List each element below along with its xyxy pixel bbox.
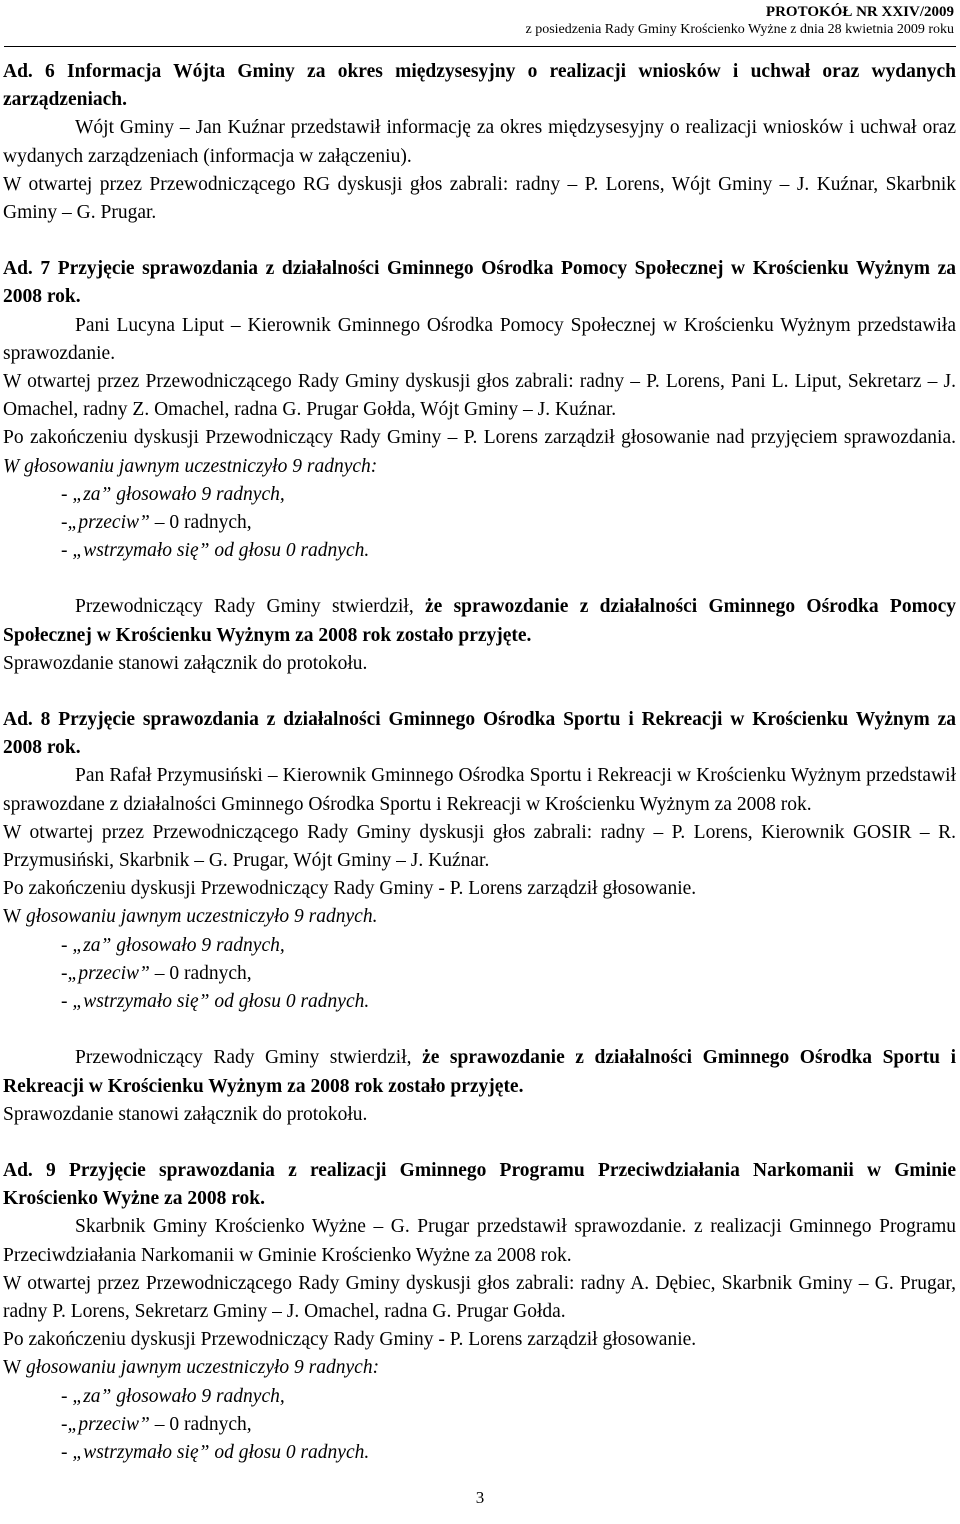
- ad7-vote-against-count: – 0 radnych,: [149, 512, 252, 534]
- ad7-paragraph-1: Pani Lucyna Liput – Kierownik Gminnego Ośrodka Pomocy Społecznej w Krościenku Wyżnym przedstawiła sprawozdanie.: [3, 314, 956, 364]
- ad9-paragraph-1: Skarbnik Gminy Krościenko Wyżne – G. Prugar przedstawił sprawozdanie. z realizacji Gminnego Programu Przeciwdziałania Narkomanii w Gminie Krościenko Wyżne za 2008 rok.: [3, 1216, 956, 1266]
- ad8-paragraph-2: W otwartej przez Przewodniczącego Rady Gminy dyskusji głos zabrali: radny – P. Lorens, Kierownik GOSIR – R. Przymusiński, Skarbnik – G. Prugar, Wójt Gminy – J. Kuźnar.: [3, 821, 956, 872]
- ad8-result: [3, 1044, 956, 1100]
- ad8-vote-against: [3, 960, 956, 988]
- ad9-vote-against-count: – 0 radnych,: [149, 1413, 252, 1435]
- document-body: [3, 58, 956, 1467]
- ad8-result-plain: Przewodniczący Rady Gminy stwierdził,: [75, 1047, 423, 1069]
- spacer: [3, 678, 956, 706]
- ad7-title: Ad. 7 Przyjęcie sprawozdania z działalności Gminnego Ośrodka Pomocy Społecznej w Krościenku Wyżnym za 2008 rok.: [3, 258, 956, 308]
- ad9-p4-plain: W: [3, 1357, 26, 1379]
- ad7-paragraph-3: [3, 424, 956, 480]
- ad9-paragraph-4: [3, 1354, 956, 1382]
- ad7-p3-italic: W głosowaniu jawnym uczestniczyło 9 radnych:: [3, 455, 378, 477]
- ad8-p4-plain: W: [3, 906, 26, 928]
- ad8-paragraph-1: Pan Rafał Przymusiński – Kierownik Gminnego Ośrodka Sportu i Rekreacji w Krościenku Wyżnym przedstawił sprawozdane z działalności Gminnego Ośrodka Sportu i Rekreacji w Krościenku Wyżnym za 2008 rok.: [3, 765, 956, 815]
- ad7-vote-for: - „za” głosowało 9 radnych,: [61, 483, 285, 505]
- spacer: [3, 565, 956, 593]
- ad9-title: Ad. 9 Przyjęcie sprawozdania z realizacji Gminnego Programu Przeciwdziałania Narkomanii w Gminie Krościenko Wyżne za 2008 rok.: [3, 1159, 956, 1210]
- ad6-paragraph-2: W otwartej przez Przewodniczącego RG dyskusji głos zabrali: radny – P. Lorens, Wójt Gminy – J. Kuźnar, Skarbnik Gminy – G. Prugar.: [3, 173, 956, 224]
- spacer: [3, 227, 956, 255]
- ad9-paragraph-2: W otwartej przez Przewodniczącego Rady Gminy dyskusji głos zabrali: radny A. Dębiec, Skarbnik Gminy – G. Prugar, radny P. Lorens, Sekretarz Gminy – J. Omachel, radna G. Prugar Gołda.: [3, 1272, 956, 1322]
- ad6-paragraph-1: Wójt Gminy – Jan Kuźnar przedstawił informację za okres międzysesyjny o realizacji wniosków i uchwał oraz wydanych zarządzeniach (informacja w załączeniu).: [3, 117, 956, 167]
- page-number: 3: [475, 1488, 485, 1507]
- ad7-result-bold: że sprawozdanie z działalności Gminnego Ośrodka Pomocy Społecznej w Krościenku Wyżnym za 2008 rok zostało przyjęte.: [3, 596, 956, 646]
- ad9-paragraph-3: Po zakończeniu dyskusji Przewodniczący Rady Gminy - P. Lorens zarządził głosowanie.: [3, 1329, 697, 1351]
- ad8-paragraph-4: [3, 903, 956, 931]
- session-info: z posiedzenia Rady Gminy Krościenko Wyżne z dnia 28 kwietnia 2009 roku: [525, 22, 954, 37]
- ad8-title: Ad. 8 Przyjęcie sprawozdania z działalności Gminnego Ośrodka Sportu i Rekreacji w Krościenku Wyżnym za 2008 rok.: [3, 709, 956, 759]
- section-ad9: [3, 1157, 956, 1467]
- ad7-attachment-note: Sprawozdanie stanowi załącznik do protokołu.: [3, 652, 368, 674]
- ad8-paragraph-3: Po zakończeniu dyskusji Przewodniczący Rady Gminy - P. Lorens zarządził głosowanie.: [3, 878, 697, 900]
- ad8-vote-abstain: - „wstrzymało się” od głosu 0 radnych.: [61, 991, 370, 1013]
- ad9-vote-abstain: - „wstrzymało się” od głosu 0 radnych.: [61, 1441, 370, 1463]
- ad6-title: Ad. 6 Informacja Wójta Gminy za okres międzysesyjny o realizacji wniosków i uchwał oraz wydanych zarządzeniach.: [3, 61, 956, 111]
- ad9-vote-against: [3, 1411, 956, 1439]
- page-header: [525, 4, 954, 38]
- header-divider: [4, 46, 956, 47]
- ad7-vote-against-label: -„przeciw”: [61, 512, 150, 534]
- section-ad7: [3, 255, 956, 678]
- section-ad6: [3, 58, 956, 227]
- ad9-p4-italic: głosowaniu jawnym uczestniczyło 9 radnych:: [25, 1357, 380, 1379]
- ad7-p3-plain: Po zakończeniu dyskusji Przewodniczący Rady Gminy – P. Lorens zarządził głosowanie nad przyjęciem sprawozdania.: [3, 427, 956, 449]
- ad7-vote-abstain: - „wstrzymało się” od głosu 0 radnych.: [61, 540, 370, 562]
- protocol-number: PROTOKÓŁ NR XXIV/2009: [765, 4, 954, 20]
- ad9-vote-against-label: -„przeciw”: [61, 1413, 150, 1435]
- section-ad8: [3, 706, 956, 1129]
- ad8-vote-for: - „za” głosowało 9 radnych,: [61, 934, 285, 956]
- ad8-attachment-note: Sprawozdanie stanowi załącznik do protokołu.: [3, 1103, 368, 1125]
- ad8-result-bold: że sprawozdanie z działalności Gminnego Ośrodka Sportu i Rekreacji w Krościenku Wyżnym za 2008 rok zostało przyjęte.: [3, 1047, 956, 1097]
- ad7-paragraph-2: W otwartej przez Przewodniczącego Rady Gminy dyskusji głos zabrali: radny – P. Lorens, Pani L. Liput, Sekretarz – J. Omachel, radny Z. Omachel, radna G. Prugar Gołda, Wójt Gminy – J. Kuźnar.: [3, 371, 956, 421]
- ad8-p4-italic: głosowaniu jawnym uczestniczyło 9 radnych.: [25, 906, 378, 928]
- spacer: [3, 1016, 956, 1044]
- ad9-vote-for: - „za” głosowało 9 radnych,: [61, 1385, 285, 1407]
- spacer: [3, 1129, 956, 1157]
- ad7-result: [3, 593, 956, 649]
- ad7-vote-against: [3, 509, 956, 537]
- ad8-vote-against-label: -„przeciw”: [61, 962, 150, 984]
- ad8-vote-against-count: – 0 radnych,: [149, 962, 252, 984]
- ad7-result-plain: Przewodniczący Rady Gminy stwierdził,: [75, 596, 425, 618]
